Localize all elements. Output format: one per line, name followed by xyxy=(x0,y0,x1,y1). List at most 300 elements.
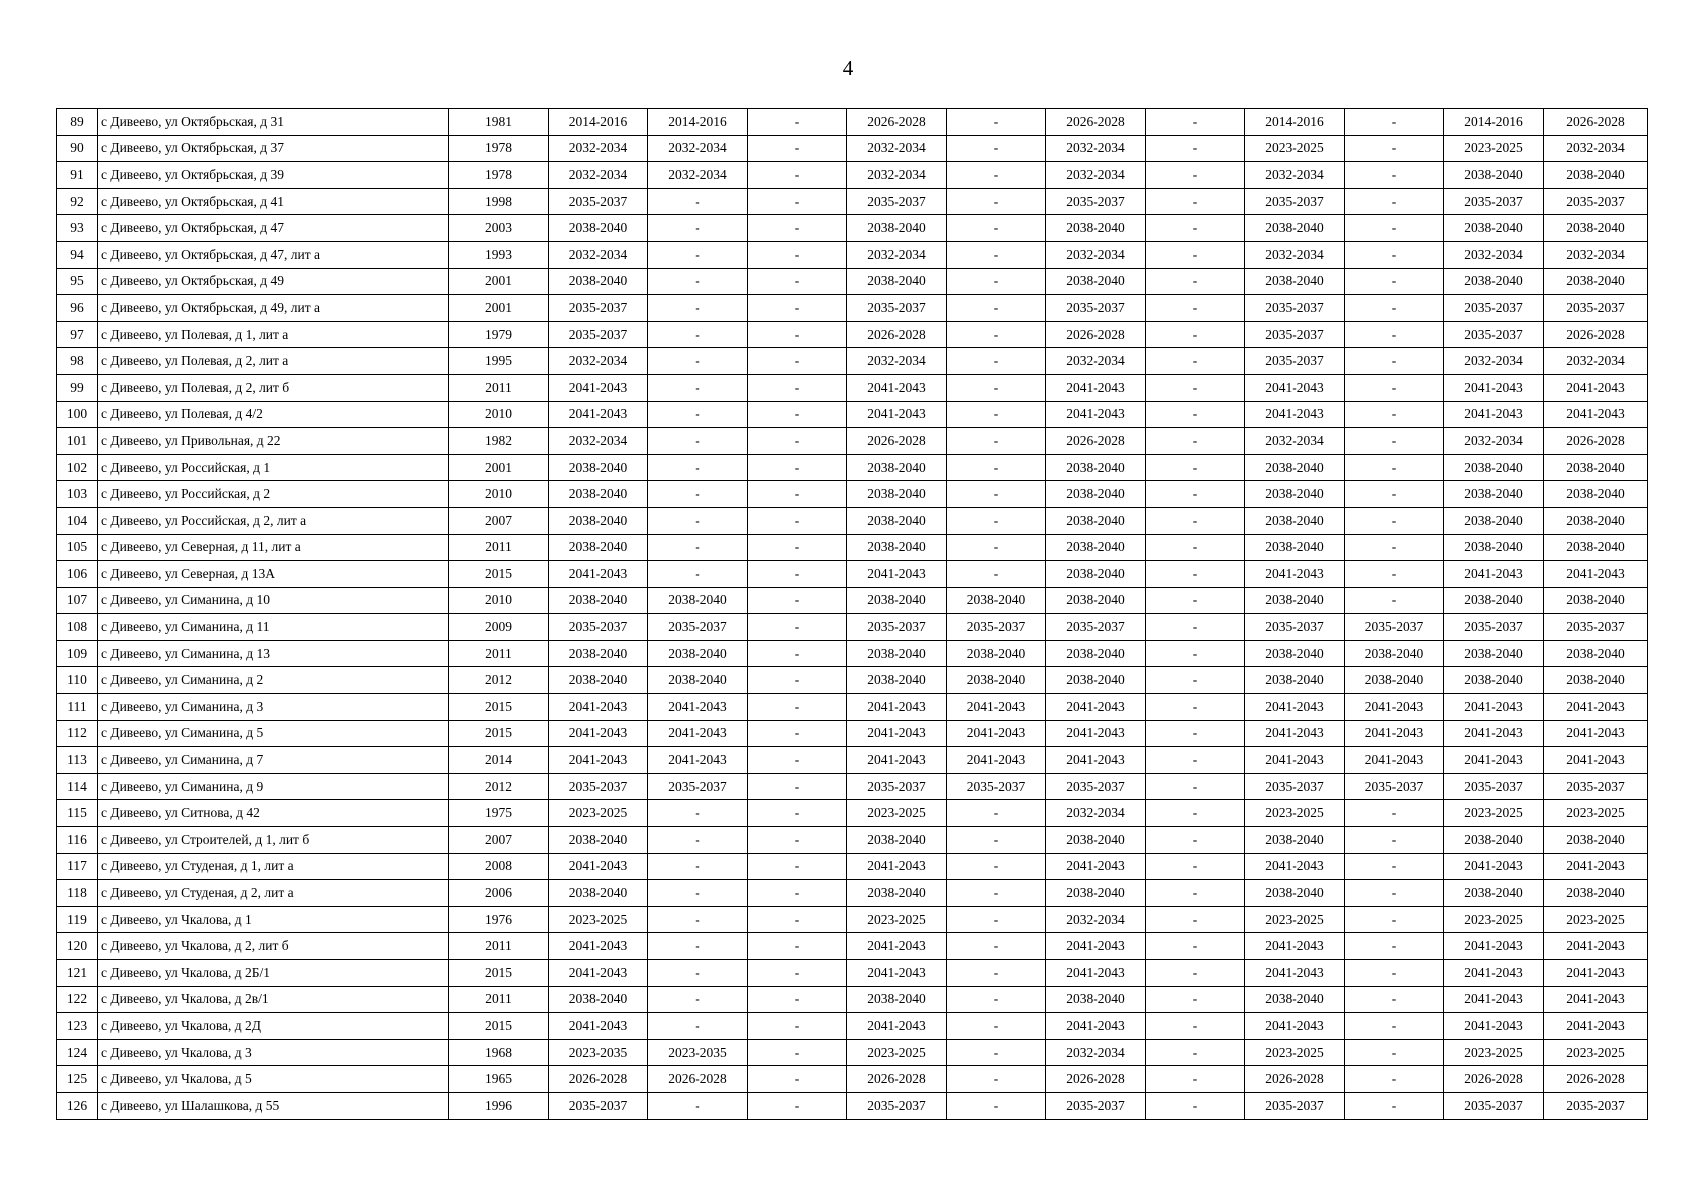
period-cell-6: 2041-2043 xyxy=(1046,374,1146,401)
period-cell-11: 2035-2037 xyxy=(1544,295,1648,322)
period-cell-6: 2026-2028 xyxy=(1046,321,1146,348)
period-cell-9: - xyxy=(1345,906,1444,933)
period-cell-11: 2035-2037 xyxy=(1544,1092,1648,1119)
period-cell-1: 2038-2040 xyxy=(549,667,648,694)
period-cell-9: 2041-2043 xyxy=(1345,694,1444,721)
address-cell: с Дивеево, ул Симанина, д 11 xyxy=(98,614,449,641)
period-cell-7: - xyxy=(1146,614,1245,641)
period-cell-10: 2038-2040 xyxy=(1444,268,1544,295)
period-cell-7: - xyxy=(1146,534,1245,561)
period-cell-5: 2038-2040 xyxy=(947,587,1046,614)
period-cell-2: - xyxy=(648,481,748,508)
period-cell-3: - xyxy=(748,321,847,348)
period-cell-6: 2038-2040 xyxy=(1046,827,1146,854)
period-cell-9: - xyxy=(1345,853,1444,880)
address-cell: с Дивеево, ул Российская, д 2 xyxy=(98,481,449,508)
period-cell-10: 2035-2037 xyxy=(1444,321,1544,348)
period-cell-1: 2041-2043 xyxy=(549,561,648,588)
period-cell-4: 2038-2040 xyxy=(847,667,947,694)
period-cell-7: - xyxy=(1146,773,1245,800)
row-number-cell: 108 xyxy=(57,614,98,641)
year-built-cell: 2001 xyxy=(449,295,549,322)
period-cell-2: 2041-2043 xyxy=(648,747,748,774)
period-cell-3: - xyxy=(748,215,847,242)
year-built-cell: 2010 xyxy=(449,401,549,428)
period-cell-1: 2038-2040 xyxy=(549,640,648,667)
period-cell-3: - xyxy=(748,773,847,800)
period-cell-7: - xyxy=(1146,1092,1245,1119)
period-cell-1: 2041-2043 xyxy=(549,853,648,880)
period-cell-10: 2041-2043 xyxy=(1444,853,1544,880)
period-cell-6: 2041-2043 xyxy=(1046,747,1146,774)
period-cell-6: 2041-2043 xyxy=(1046,720,1146,747)
period-cell-7: - xyxy=(1146,374,1245,401)
period-cell-10: 2035-2037 xyxy=(1444,1092,1544,1119)
address-cell: с Дивеево, ул Чкалова, д 1 xyxy=(98,906,449,933)
period-cell-11: 2041-2043 xyxy=(1544,747,1648,774)
year-built-cell: 2011 xyxy=(449,534,549,561)
period-cell-8: 2041-2043 xyxy=(1245,374,1345,401)
period-cell-3: - xyxy=(748,827,847,854)
address-cell: с Дивеево, ул Шалашкова, д 55 xyxy=(98,1092,449,1119)
period-cell-9: 2038-2040 xyxy=(1345,667,1444,694)
table-row xyxy=(57,933,1648,960)
address-cell: с Дивеево, ул Октябрьская, д 49 xyxy=(98,268,449,295)
period-cell-7: - xyxy=(1146,188,1245,215)
period-cell-1: 2035-2037 xyxy=(549,1092,648,1119)
period-cell-6: 2035-2037 xyxy=(1046,188,1146,215)
period-cell-7: - xyxy=(1146,268,1245,295)
period-cell-8: 2035-2037 xyxy=(1245,295,1345,322)
period-cell-2: - xyxy=(648,454,748,481)
period-cell-3: - xyxy=(748,188,847,215)
period-cell-9: - xyxy=(1345,933,1444,960)
period-cell-5: 2035-2037 xyxy=(947,614,1046,641)
period-cell-5: - xyxy=(947,241,1046,268)
period-cell-1: 2038-2040 xyxy=(549,215,648,242)
year-built-cell: 2015 xyxy=(449,720,549,747)
period-cell-2: - xyxy=(648,188,748,215)
address-cell: с Дивеево, ул Октябрьская, д 37 xyxy=(98,135,449,162)
period-cell-8: 2023-2025 xyxy=(1245,800,1345,827)
period-cell-2: - xyxy=(648,348,748,375)
address-cell: с Дивеево, ул Октябрьская, д 31 xyxy=(98,109,449,136)
period-cell-4: 2026-2028 xyxy=(847,109,947,136)
period-cell-11: 2026-2028 xyxy=(1544,321,1648,348)
period-cell-6: 2035-2037 xyxy=(1046,295,1146,322)
period-cell-10: 2032-2034 xyxy=(1444,428,1544,455)
address-cell: с Дивеево, ул Симанина, д 9 xyxy=(98,773,449,800)
period-cell-11: 2026-2028 xyxy=(1544,428,1648,455)
table-row xyxy=(57,162,1648,189)
period-cell-6: 2041-2043 xyxy=(1046,694,1146,721)
table-row xyxy=(57,348,1648,375)
period-cell-10: 2035-2037 xyxy=(1444,614,1544,641)
year-built-cell: 1981 xyxy=(449,109,549,136)
period-cell-10: 2014-2016 xyxy=(1444,109,1544,136)
period-cell-3: - xyxy=(748,986,847,1013)
period-cell-11: 2023-2025 xyxy=(1544,906,1648,933)
period-cell-7: - xyxy=(1146,640,1245,667)
table-row xyxy=(57,986,1648,1013)
address-cell: с Дивеево, ул Симанина, д 10 xyxy=(98,587,449,614)
period-cell-10: 2041-2043 xyxy=(1444,561,1544,588)
period-cell-5: 2041-2043 xyxy=(947,694,1046,721)
period-cell-10: 2038-2040 xyxy=(1444,454,1544,481)
year-built-cell: 2011 xyxy=(449,986,549,1013)
period-cell-10: 2038-2040 xyxy=(1444,667,1544,694)
period-cell-5: - xyxy=(947,109,1046,136)
period-cell-8: 2026-2028 xyxy=(1245,1066,1345,1093)
period-cell-4: 2038-2040 xyxy=(847,268,947,295)
row-number-cell: 110 xyxy=(57,667,98,694)
period-cell-5: 2041-2043 xyxy=(947,720,1046,747)
period-cell-1: 2038-2040 xyxy=(549,880,648,907)
address-cell: с Дивеево, ул Строителей, д 1, лит б xyxy=(98,827,449,854)
period-cell-4: 2026-2028 xyxy=(847,428,947,455)
period-cell-10: 2023-2025 xyxy=(1444,800,1544,827)
period-cell-1: 2035-2037 xyxy=(549,321,648,348)
table-row xyxy=(57,720,1648,747)
table-row xyxy=(57,1013,1648,1040)
table-row xyxy=(57,1039,1648,1066)
period-cell-5: - xyxy=(947,933,1046,960)
row-number-cell: 115 xyxy=(57,800,98,827)
period-cell-3: - xyxy=(748,1066,847,1093)
address-cell: с Дивеево, ул Полевая, д 1, лит а xyxy=(98,321,449,348)
row-number-cell: 106 xyxy=(57,561,98,588)
period-cell-6: 2032-2034 xyxy=(1046,162,1146,189)
period-cell-10: 2038-2040 xyxy=(1444,162,1544,189)
period-cell-1: 2035-2037 xyxy=(549,295,648,322)
period-cell-10: 2041-2043 xyxy=(1444,747,1544,774)
period-cell-1: 2023-2035 xyxy=(549,1039,648,1066)
period-cell-10: 2038-2040 xyxy=(1444,640,1544,667)
table-row xyxy=(57,694,1648,721)
period-cell-4: 2041-2043 xyxy=(847,933,947,960)
period-cell-9: - xyxy=(1345,241,1444,268)
period-cell-10: 2035-2037 xyxy=(1444,295,1544,322)
year-built-cell: 1979 xyxy=(449,321,549,348)
period-cell-10: 2041-2043 xyxy=(1444,401,1544,428)
period-cell-6: 2038-2040 xyxy=(1046,880,1146,907)
repair-schedule-table xyxy=(56,108,1648,1120)
period-cell-10: 2041-2043 xyxy=(1444,933,1544,960)
period-cell-8: 2038-2040 xyxy=(1245,454,1345,481)
period-cell-8: 2032-2034 xyxy=(1245,162,1345,189)
period-cell-4: 2035-2037 xyxy=(847,773,947,800)
period-cell-1: 2041-2043 xyxy=(549,720,648,747)
period-cell-5: - xyxy=(947,800,1046,827)
period-cell-4: 2038-2040 xyxy=(847,534,947,561)
period-cell-11: 2032-2034 xyxy=(1544,348,1648,375)
row-number-cell: 101 xyxy=(57,428,98,455)
period-cell-1: 2026-2028 xyxy=(549,1066,648,1093)
year-built-cell: 2015 xyxy=(449,694,549,721)
row-number-cell: 124 xyxy=(57,1039,98,1066)
period-cell-9: - xyxy=(1345,374,1444,401)
period-cell-5: - xyxy=(947,1013,1046,1040)
period-cell-8: 2038-2040 xyxy=(1245,534,1345,561)
period-cell-9: 2038-2040 xyxy=(1345,640,1444,667)
period-cell-2: - xyxy=(648,268,748,295)
period-cell-3: - xyxy=(748,162,847,189)
table-row xyxy=(57,268,1648,295)
address-cell: с Дивеево, ул Российская, д 1 xyxy=(98,454,449,481)
period-cell-1: 2038-2040 xyxy=(549,986,648,1013)
period-cell-5: - xyxy=(947,880,1046,907)
period-cell-8: 2023-2025 xyxy=(1245,906,1345,933)
year-built-cell: 2007 xyxy=(449,507,549,534)
period-cell-4: 2041-2043 xyxy=(847,401,947,428)
period-cell-8: 2041-2043 xyxy=(1245,561,1345,588)
period-cell-6: 2038-2040 xyxy=(1046,561,1146,588)
period-cell-9: - xyxy=(1345,295,1444,322)
period-cell-4: 2035-2037 xyxy=(847,188,947,215)
period-cell-7: - xyxy=(1146,667,1245,694)
period-cell-1: 2038-2040 xyxy=(549,827,648,854)
period-cell-6: 2041-2043 xyxy=(1046,853,1146,880)
period-cell-7: - xyxy=(1146,454,1245,481)
period-cell-4: 2038-2040 xyxy=(847,481,947,508)
table-row xyxy=(57,135,1648,162)
period-cell-2: 2041-2043 xyxy=(648,694,748,721)
period-cell-8: 2023-2025 xyxy=(1245,1039,1345,1066)
period-cell-8: 2038-2040 xyxy=(1245,481,1345,508)
period-cell-6: 2026-2028 xyxy=(1046,428,1146,455)
period-cell-2: - xyxy=(648,800,748,827)
period-cell-7: - xyxy=(1146,587,1245,614)
period-cell-2: - xyxy=(648,428,748,455)
row-number-cell: 109 xyxy=(57,640,98,667)
period-cell-4: 2038-2040 xyxy=(847,454,947,481)
period-cell-11: 2041-2043 xyxy=(1544,1013,1648,1040)
period-cell-6: 2038-2040 xyxy=(1046,587,1146,614)
period-cell-7: - xyxy=(1146,241,1245,268)
year-built-cell: 1998 xyxy=(449,188,549,215)
period-cell-3: - xyxy=(748,587,847,614)
period-cell-3: - xyxy=(748,960,847,987)
period-cell-9: 2035-2037 xyxy=(1345,773,1444,800)
period-cell-2: - xyxy=(648,507,748,534)
address-cell: с Дивеево, ул Полевая, д 2, лит а xyxy=(98,348,449,375)
row-number-cell: 104 xyxy=(57,507,98,534)
period-cell-3: - xyxy=(748,401,847,428)
period-cell-11: 2041-2043 xyxy=(1544,720,1648,747)
period-cell-3: - xyxy=(748,640,847,667)
period-cell-4: 2038-2040 xyxy=(847,986,947,1013)
period-cell-9: - xyxy=(1345,561,1444,588)
year-built-cell: 2015 xyxy=(449,960,549,987)
period-cell-1: 2032-2034 xyxy=(549,135,648,162)
row-number-cell: 94 xyxy=(57,241,98,268)
period-cell-1: 2041-2043 xyxy=(549,374,648,401)
period-cell-3: - xyxy=(748,667,847,694)
period-cell-8: 2038-2040 xyxy=(1245,667,1345,694)
period-cell-9: - xyxy=(1345,454,1444,481)
period-cell-4: 2026-2028 xyxy=(847,1066,947,1093)
period-cell-8: 2038-2040 xyxy=(1245,986,1345,1013)
period-cell-3: - xyxy=(748,1092,847,1119)
period-cell-6: 2041-2043 xyxy=(1046,1013,1146,1040)
period-cell-3: - xyxy=(748,933,847,960)
period-cell-2: 2038-2040 xyxy=(648,640,748,667)
period-cell-2: - xyxy=(648,1013,748,1040)
row-number-cell: 121 xyxy=(57,960,98,987)
period-cell-5: 2038-2040 xyxy=(947,667,1046,694)
year-built-cell: 1965 xyxy=(449,1066,549,1093)
period-cell-1: 2032-2034 xyxy=(549,348,648,375)
period-cell-5: - xyxy=(947,268,1046,295)
address-cell: с Дивеево, ул Чкалова, д 2Д xyxy=(98,1013,449,1040)
period-cell-6: 2032-2034 xyxy=(1046,1039,1146,1066)
period-cell-2: 2038-2040 xyxy=(648,587,748,614)
period-cell-10: 2038-2040 xyxy=(1444,587,1544,614)
period-cell-7: - xyxy=(1146,348,1245,375)
period-cell-9: - xyxy=(1345,960,1444,987)
period-cell-3: - xyxy=(748,614,847,641)
table-row xyxy=(57,507,1648,534)
row-number-cell: 100 xyxy=(57,401,98,428)
table-row xyxy=(57,215,1648,242)
period-cell-10: 2041-2043 xyxy=(1444,720,1544,747)
address-cell: с Дивеево, ул Чкалова, д 3 xyxy=(98,1039,449,1066)
period-cell-11: 2038-2040 xyxy=(1544,162,1648,189)
period-cell-6: 2038-2040 xyxy=(1046,454,1146,481)
period-cell-7: - xyxy=(1146,720,1245,747)
period-cell-10: 2032-2034 xyxy=(1444,348,1544,375)
year-built-cell: 2007 xyxy=(449,827,549,854)
period-cell-3: - xyxy=(748,454,847,481)
table-row xyxy=(57,800,1648,827)
period-cell-4: 2038-2040 xyxy=(847,587,947,614)
address-cell: с Дивеево, ул Чкалова, д 5 xyxy=(98,1066,449,1093)
period-cell-7: - xyxy=(1146,561,1245,588)
address-cell: с Дивеево, ул Октябрьская, д 47 xyxy=(98,215,449,242)
table-row xyxy=(57,481,1648,508)
period-cell-5: - xyxy=(947,401,1046,428)
row-number-cell: 120 xyxy=(57,933,98,960)
period-cell-4: 2041-2043 xyxy=(847,374,947,401)
period-cell-5: 2041-2043 xyxy=(947,747,1046,774)
period-cell-3: - xyxy=(748,720,847,747)
period-cell-6: 2038-2040 xyxy=(1046,481,1146,508)
period-cell-10: 2038-2040 xyxy=(1444,534,1544,561)
period-cell-7: - xyxy=(1146,880,1245,907)
period-cell-7: - xyxy=(1146,401,1245,428)
address-cell: с Дивеево, ул Октябрьская, д 41 xyxy=(98,188,449,215)
period-cell-5: - xyxy=(947,827,1046,854)
year-built-cell: 2014 xyxy=(449,747,549,774)
period-cell-11: 2038-2040 xyxy=(1544,587,1648,614)
period-cell-4: 2023-2025 xyxy=(847,906,947,933)
table-body xyxy=(57,109,1648,1120)
table-row xyxy=(57,454,1648,481)
period-cell-5: - xyxy=(947,1066,1046,1093)
period-cell-6: 2038-2040 xyxy=(1046,268,1146,295)
period-cell-11: 2041-2043 xyxy=(1544,401,1648,428)
period-cell-11: 2038-2040 xyxy=(1544,667,1648,694)
year-built-cell: 2011 xyxy=(449,933,549,960)
period-cell-2: - xyxy=(648,534,748,561)
year-built-cell: 1993 xyxy=(449,241,549,268)
period-cell-3: - xyxy=(748,534,847,561)
period-cell-4: 2023-2025 xyxy=(847,1039,947,1066)
address-cell: с Дивеево, ул Российская, д 2, лит а xyxy=(98,507,449,534)
period-cell-9: - xyxy=(1345,1039,1444,1066)
period-cell-8: 2032-2034 xyxy=(1245,241,1345,268)
period-cell-2: - xyxy=(648,374,748,401)
period-cell-3: - xyxy=(748,241,847,268)
period-cell-10: 2023-2025 xyxy=(1444,1039,1544,1066)
period-cell-7: - xyxy=(1146,800,1245,827)
table-row xyxy=(57,906,1648,933)
period-cell-9: - xyxy=(1345,268,1444,295)
period-cell-6: 2026-2028 xyxy=(1046,109,1146,136)
row-number-cell: 113 xyxy=(57,747,98,774)
table-row xyxy=(57,747,1648,774)
address-cell: с Дивеево, ул Северная, д 11, лит а xyxy=(98,534,449,561)
year-built-cell: 2015 xyxy=(449,1013,549,1040)
period-cell-10: 2041-2043 xyxy=(1444,1013,1544,1040)
table-row xyxy=(57,241,1648,268)
address-cell: с Дивеево, ул Октябрьская, д 47, лит а xyxy=(98,241,449,268)
period-cell-3: - xyxy=(748,135,847,162)
period-cell-4: 2032-2034 xyxy=(847,241,947,268)
period-cell-6: 2041-2043 xyxy=(1046,960,1146,987)
year-built-cell: 2012 xyxy=(449,667,549,694)
period-cell-7: - xyxy=(1146,827,1245,854)
period-cell-5: - xyxy=(947,321,1046,348)
period-cell-6: 2026-2028 xyxy=(1046,1066,1146,1093)
period-cell-3: - xyxy=(748,853,847,880)
year-built-cell: 2006 xyxy=(449,880,549,907)
period-cell-1: 2041-2043 xyxy=(549,933,648,960)
year-built-cell: 2011 xyxy=(449,640,549,667)
period-cell-7: - xyxy=(1146,906,1245,933)
table-row xyxy=(57,295,1648,322)
period-cell-11: 2032-2034 xyxy=(1544,135,1648,162)
period-cell-11: 2026-2028 xyxy=(1544,109,1648,136)
table-row xyxy=(57,640,1648,667)
period-cell-2: - xyxy=(648,561,748,588)
row-number-cell: 117 xyxy=(57,853,98,880)
address-cell: с Дивеево, ул Октябрьская, д 39 xyxy=(98,162,449,189)
period-cell-11: 2038-2040 xyxy=(1544,481,1648,508)
period-cell-7: - xyxy=(1146,853,1245,880)
period-cell-8: 2041-2043 xyxy=(1245,853,1345,880)
period-cell-7: - xyxy=(1146,1066,1245,1093)
period-cell-7: - xyxy=(1146,986,1245,1013)
year-built-cell: 1968 xyxy=(449,1039,549,1066)
table-row xyxy=(57,374,1648,401)
period-cell-9: - xyxy=(1345,880,1444,907)
table-row xyxy=(57,188,1648,215)
period-cell-2: - xyxy=(648,295,748,322)
period-cell-7: - xyxy=(1146,295,1245,322)
period-cell-2: - xyxy=(648,906,748,933)
row-number-cell: 119 xyxy=(57,906,98,933)
period-cell-8: 2038-2040 xyxy=(1245,215,1345,242)
period-cell-7: - xyxy=(1146,109,1245,136)
period-cell-8: 2041-2043 xyxy=(1245,960,1345,987)
table-row xyxy=(57,534,1648,561)
period-cell-11: 2023-2025 xyxy=(1544,800,1648,827)
period-cell-4: 2035-2037 xyxy=(847,295,947,322)
table-row xyxy=(57,561,1648,588)
period-cell-11: 2041-2043 xyxy=(1544,933,1648,960)
period-cell-7: - xyxy=(1146,481,1245,508)
